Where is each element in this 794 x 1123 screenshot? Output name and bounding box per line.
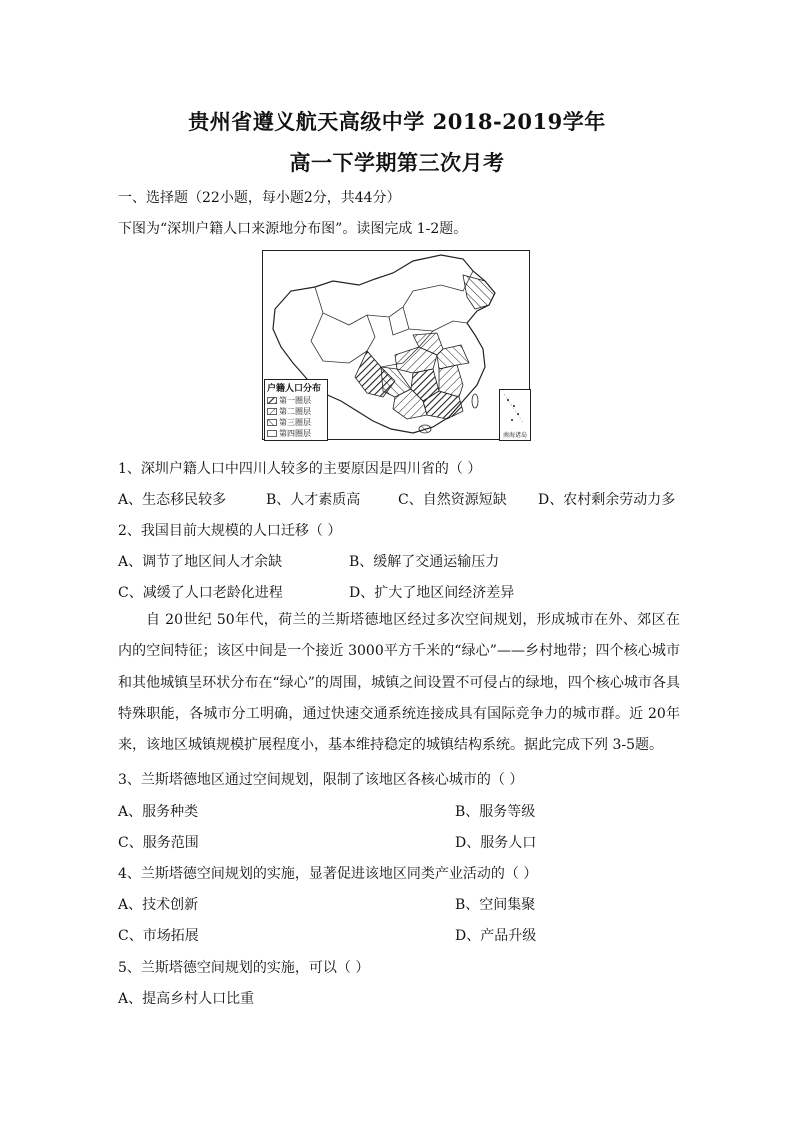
question-1-stem: 1、深圳户籍人口中四川人较多的主要原因是四川省的（ ） bbox=[118, 461, 482, 477]
question-1-option-c: C、自然资源短缺 bbox=[398, 492, 507, 508]
legend-title: 户籍人口分布 bbox=[267, 384, 322, 394]
legend-swatch-ring4 bbox=[267, 430, 277, 437]
question-2-option-b: B、缓解了交通运输压力 bbox=[349, 554, 500, 570]
legend-swatch-ring2 bbox=[267, 408, 277, 415]
question-1-option-b: B、人才素质高 bbox=[266, 492, 361, 508]
question-3-stem: 3、兰斯塔德地区通过空间规划，限制了该地区各核心城市的（ ） bbox=[118, 772, 524, 788]
question-2-option-c: C、减缓了人口老龄化进程 bbox=[118, 585, 283, 601]
legend-label: 第二圈层 bbox=[279, 407, 311, 416]
legend-swatch-ring1 bbox=[267, 397, 277, 404]
section-heading: 一、选择题（22小题，每小题2分，共44分） bbox=[118, 190, 401, 206]
legend-item bbox=[265, 395, 327, 406]
legend-label: 第三圈层 bbox=[279, 418, 311, 427]
inset-islands bbox=[500, 390, 528, 428]
question-2-stem: 2、我国目前大规模的人口迁移（ ） bbox=[118, 523, 342, 539]
china-map-figure bbox=[262, 250, 530, 440]
question-1-option-a: A、生态移民较多 bbox=[118, 492, 227, 508]
question-2-option-a: A、调节了地区间人才余缺 bbox=[118, 554, 283, 570]
legend-item bbox=[265, 417, 327, 428]
exam-title-line1: 贵州省遵义航天高级中学 2018-2019学年 bbox=[188, 109, 606, 134]
legend-label: 第四圈层 bbox=[279, 429, 311, 438]
map-legend bbox=[264, 379, 328, 441]
taiwan-island bbox=[472, 394, 478, 408]
question-5-stem: 5、兰斯塔德空间规划的实施，可以（ ） bbox=[118, 960, 370, 976]
passage-randstad: 自 20世纪 50年代，荷兰的兰斯塔德地区经过多次空间规划，形成城市在外、郊区在内的空间特征；该区中间是一个接近 3000平方千米的“绿心”——乡村地带；四个核心城市和其他城镇呈环状分布在“绿心”的周围，城镇之间设置不可侵占的绿地，四个核心城市各具特殊职能，各城市分工明确，通过快速交通系统连接成具有国际竞争力的城市群。近 20年来，该地区城镇规模扩展程度小，基本维持稳定的城镇结构系统。据此完成下列 3-5题。 bbox=[118, 612, 680, 754]
question-4-option-c: C、市场拓展 bbox=[118, 928, 199, 944]
question-3-option-c: C、服务范围 bbox=[118, 835, 199, 851]
question-4-stem: 4、兰斯塔德空间规划的实施，显著促进该地区同类产业活动的（ ） bbox=[118, 866, 538, 882]
question-3-option-a: A、服务种类 bbox=[118, 804, 199, 820]
legend-item bbox=[265, 406, 327, 417]
inset-label: 南海诸岛 bbox=[502, 432, 527, 439]
exam-title-line2: 高一下学期第三次月考 bbox=[289, 150, 505, 175]
question-1-option-d: D、农村剩余劳动力多 bbox=[538, 492, 676, 508]
south-china-sea-inset bbox=[499, 389, 531, 441]
legend-label: 第一圈层 bbox=[279, 396, 311, 405]
legend-swatch-ring3 bbox=[267, 419, 277, 426]
question-3-option-d: D、服务人口 bbox=[455, 835, 537, 851]
question-4-option-a: A、技术创新 bbox=[118, 897, 199, 913]
legend-item bbox=[265, 428, 327, 439]
hainan-island bbox=[419, 425, 431, 433]
question-4-option-d: D、产品升级 bbox=[455, 928, 537, 944]
question-4-option-b: B、空间集聚 bbox=[455, 897, 536, 913]
question-3-option-b: B、服务等级 bbox=[455, 804, 536, 820]
map-intro: 下图为“深圳户籍人口来源地分布图”。读图完成 1-2题。 bbox=[118, 221, 468, 237]
question-5-option-a: A、提高乡村人口比重 bbox=[118, 991, 255, 1007]
question-2-option-d: D、扩大了地区间经济差异 bbox=[349, 585, 515, 601]
